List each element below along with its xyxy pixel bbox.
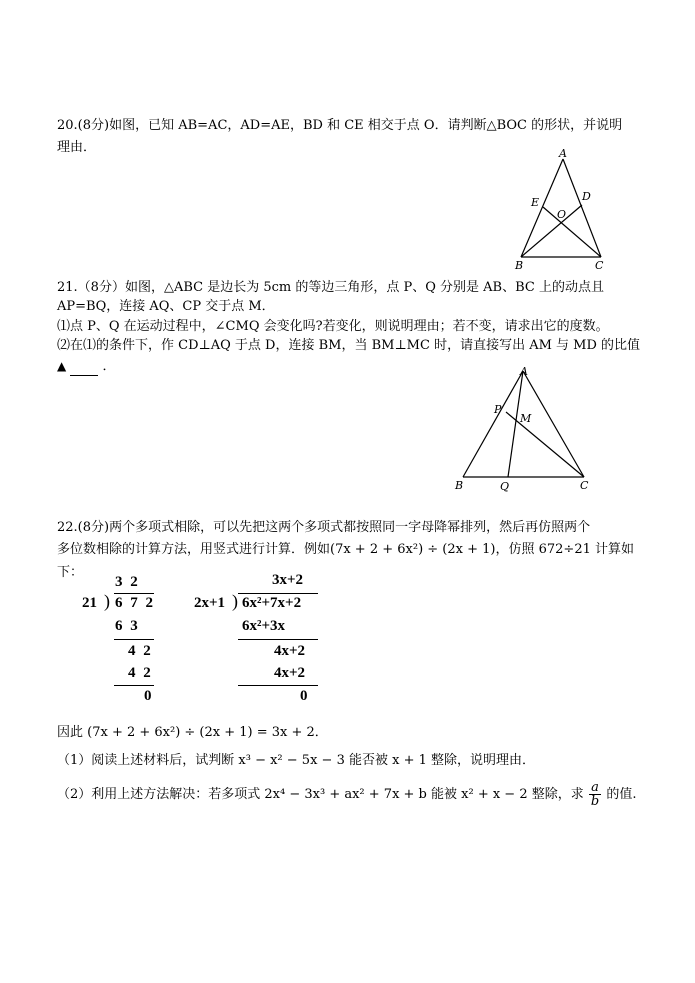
q21-text-line4: ⑵在⑴的条件下，作 CD⊥AQ 于点 D，连接 BM，当 BM⊥MC 时，请直接写出 AM 与 MD 的比值 — [57, 338, 641, 353]
fraction-a-over-b — [589, 781, 601, 808]
q20-label-o: O — [557, 208, 567, 221]
poly-quotient: 3x+2 — [272, 572, 304, 588]
numeric-step2: 4 2 — [128, 665, 153, 681]
q20-triangle-figure — [505, 145, 615, 275]
fraction-numerator: a — [589, 781, 601, 795]
poly-line2 — [238, 685, 318, 686]
q20-text-line2: 理由． — [57, 140, 97, 155]
q22-part2-post: 的值. — [606, 787, 637, 802]
q20-label-d: D — [582, 190, 591, 203]
numeric-dividend: 6 7 2 — [115, 595, 155, 611]
poly-divisor: 2x+1 — [194, 595, 226, 611]
q22-conclusion: 因此 (7x + 2 + 6x²) ÷ (2x + 1) = 3x + 2． — [57, 725, 328, 740]
q21-triangle-figure — [450, 365, 600, 500]
numeric-rem1: 4 2 — [128, 643, 153, 659]
q22-text-line2: 多位数相除的计算方法，用竖式进行计算．例如(7x + 2 + 6x²) ÷ (2x + 1)，仿照 672÷21 计算如 — [57, 542, 634, 557]
numeric-bracket: ) — [104, 591, 110, 611]
q21-label-a: A — [520, 365, 528, 378]
blank-underline — [70, 363, 98, 376]
polynomial-long-division — [192, 572, 332, 712]
q20-label-e: E — [531, 196, 540, 209]
q21-label-b: B — [455, 479, 464, 492]
blank-marker: ▲ — [57, 359, 67, 373]
numeric-divisor: 21 — [82, 595, 97, 611]
q21-side-ab — [463, 371, 523, 477]
numeric-line1 — [114, 639, 154, 640]
q20-text-line1: 20.(8分)如图，已知 AB=AC，AD=AE，BD 和 CE 相交于点 O．请判断△BOC 的形状，并说明 — [57, 118, 623, 133]
numeric-step1: 6 3 — [115, 618, 140, 634]
q20-segment-bd — [521, 205, 582, 257]
numeric-rem2: 0 — [144, 688, 152, 704]
q21-side-ac — [523, 371, 584, 477]
q21-text-line3: ⑴点 P、Q 在运动过程中，∠CMQ 会变化吗?若变化，则说明理由；若不变，请求出它的度数。 — [57, 319, 609, 334]
q21-label-c: C — [580, 479, 589, 492]
q21-label-m: M — [520, 412, 532, 425]
poly-rem2: 0 — [300, 688, 308, 704]
q22-text-line1: 22.(8分)两个多项式相除，可以先把这两个多项式都按照同一字母降幂排列，然后再仿照两个 — [57, 520, 591, 535]
q21-label-q: Q — [500, 480, 510, 493]
poly-step2: 4x+2 — [274, 665, 306, 681]
q21-text-line1: 21.（8分）如图，△ABC 是边长为 5cm 的等边三角形，点 P、Q 分别是 AB、BC 上的动点且 — [57, 280, 604, 295]
poly-line1 — [238, 639, 318, 640]
numeric-quotient: 3 2 — [115, 574, 140, 590]
poly-bracket: ) — [232, 591, 238, 611]
poly-rem1: 4x+2 — [274, 643, 306, 659]
q20-label-c: C — [595, 259, 604, 272]
q22-part2-pre: （2）利用上述方法解决：若多项式 2x⁴ − 3x³ + ax² + 7x + b 能被 x² + x − 2 整除，求 — [57, 787, 584, 802]
q20-side-ac — [563, 159, 601, 257]
q21-answer-blank — [57, 357, 116, 376]
q20-segment-ce — [543, 207, 601, 257]
poly-step1: 6x²+3x — [242, 618, 286, 634]
poly-dividend: 6x²+7x+2 — [242, 595, 302, 611]
q21-text-line2: AP=BQ，连接 AQ、CP 交于点 M． — [57, 299, 275, 314]
numeric-line2 — [114, 685, 154, 686]
q21-label-p: P — [494, 403, 502, 416]
q22-text-line3: 下： — [57, 565, 84, 580]
q21-segment-cp — [506, 412, 584, 477]
q22-part2 — [57, 781, 637, 808]
q20-label-a: A — [559, 147, 567, 160]
blank-tail: ． — [102, 359, 116, 374]
numeric-long-division — [80, 572, 190, 712]
fraction-denominator: b — [590, 794, 600, 809]
q20-label-b: B — [515, 259, 524, 272]
q22-part1: （1）阅读上述材料后，试判断 x³ − x² − 5x − 3 能否被 x + 1 整除，说明理由． — [57, 753, 535, 768]
numeric-bar — [114, 593, 154, 594]
poly-bar — [238, 593, 318, 594]
